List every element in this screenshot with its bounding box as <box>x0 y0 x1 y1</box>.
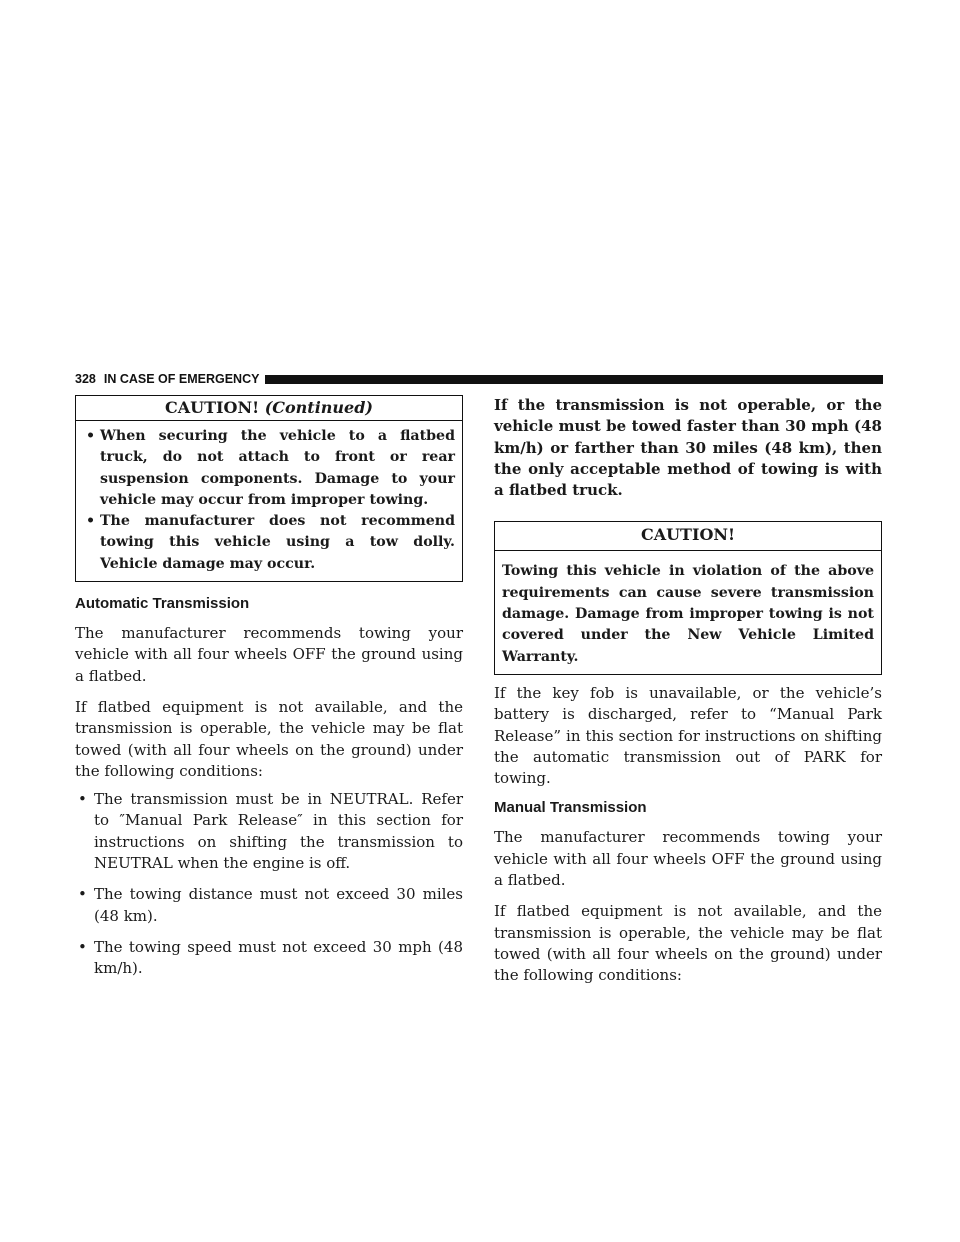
caution-box <box>494 521 882 674</box>
caution-continued-body <box>76 421 462 581</box>
right-column <box>494 395 882 987</box>
header-rule <box>265 375 883 384</box>
left-column <box>75 395 463 980</box>
manual-transmission-heading: Manual Transmission <box>494 799 647 817</box>
manual-paragraph-2: If flatbed equipment is not available, and the transmission is operable, the vehicle may be flat towed (with all four wheels on the ground) under the following conditions: <box>494 902 882 985</box>
condition-item: • The transmission must be in NEUTRAL. Refer to ″Manual Park Release″ in this section for instructions on shifting the transmission to NEUTRAL when the engine is off. <box>75 789 463 874</box>
key-fob-paragraph: If the key fob is unavailable, or the vehicle’s battery is discharged, refer to “Manual Park Release” in this section for instructions on shifting the automatic transmission out of PARK for towing. <box>494 683 882 788</box>
page-header <box>75 370 883 388</box>
caution-label: CAUTION! <box>165 398 260 417</box>
caution-text: Towing this vehicle in violation of the above requirements can cause severe transmission damage. Damage from improper towing is not covered under the New Vehicle Limited Warranty. <box>502 563 874 665</box>
continued-label: (Continued) <box>264 398 373 417</box>
towing-conditions-list <box>75 789 463 979</box>
caution-continued-title <box>76 396 462 421</box>
section-title: IN CASE OF EMERGENCY <box>103 372 260 386</box>
condition-item: • The towing distance must not exceed 30 miles (48 km). <box>75 884 463 927</box>
caution-continued-box <box>75 395 463 582</box>
caution-item: • When securing the vehicle to a flatbed truck, do not attach to front or rear suspension components. Damage to your vehicle may occur from improper towing. <box>83 426 455 511</box>
flatbed-required-paragraph: If the transmission is not operable, or the vehicle must be towed faster than 30 mph (48 km/h) or farther than 30 miles (48 km), then the only acceptable method of towing is with a flatbed truck. <box>494 396 882 500</box>
caution-body <box>495 551 881 673</box>
caution-list <box>83 426 455 575</box>
automatic-transmission-heading: Automatic Transmission <box>75 595 250 613</box>
condition-item: • The towing speed must not exceed 30 mph (48 km/h). <box>75 937 463 980</box>
page-number: 328 <box>75 372 96 386</box>
caution-item: • The manufacturer does not recommend towing this vehicle using a tow dolly. Vehicle damage may occur. <box>83 511 455 575</box>
auto-paragraph-2: If flatbed equipment is not available, and the transmission is operable, the vehicle may be flat towed (with all four wheels on the ground) under the following conditions: <box>75 697 463 780</box>
caution-title: CAUTION! <box>495 522 881 551</box>
manual-paragraph-1: The manufacturer recommends towing your vehicle with all four wheels OFF the ground using a flatbed. <box>494 828 882 890</box>
auto-paragraph-1: The manufacturer recommends towing your vehicle with all four wheels OFF the ground using a flatbed. <box>75 624 463 685</box>
